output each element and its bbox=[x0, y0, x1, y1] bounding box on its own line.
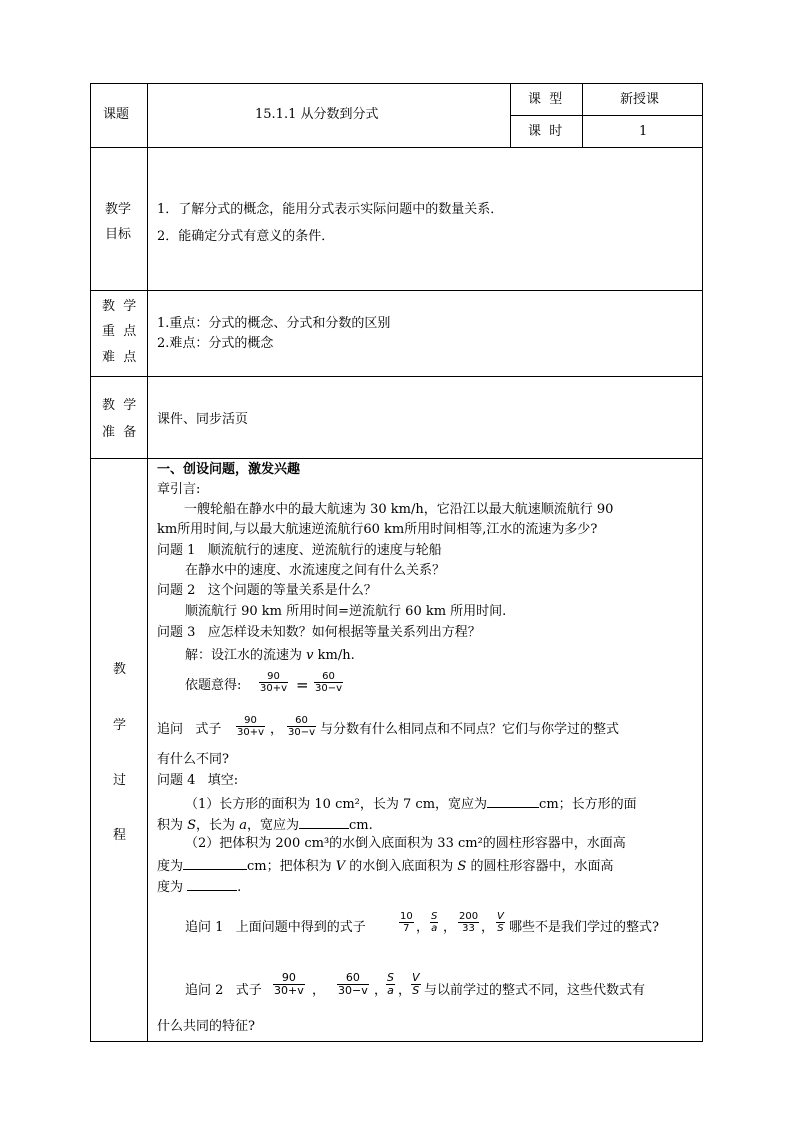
prep-content: 课件、同步活页 bbox=[157, 412, 249, 427]
q4-1-text-e: ，宽应为 bbox=[246, 818, 299, 833]
fraction-denominator: 30+v bbox=[260, 683, 288, 694]
process-label-char-3: 过 bbox=[113, 773, 127, 788]
q4-2-text-c: cm；把体积为 bbox=[247, 859, 336, 874]
keypoints-label-3: 难 点 bbox=[102, 350, 137, 365]
fraction-numerator: V bbox=[412, 971, 420, 984]
table-border-bottom bbox=[90, 1041, 703, 1042]
follow-up-2-fraction-c bbox=[386, 972, 395, 997]
follow-up-1-sep: ， bbox=[416, 920, 430, 935]
fraction-numerator: 90 bbox=[281, 971, 296, 984]
process-label-char-1: 教 bbox=[113, 662, 127, 677]
fraction-numerator: S bbox=[431, 911, 438, 922]
q4-1-text-d: ，长为 bbox=[196, 818, 240, 833]
q4-2-text-d: 的水倒入底面积为 bbox=[345, 859, 458, 874]
goals-label-2: 目标 bbox=[105, 227, 132, 242]
lesson-type-value: 新授课 bbox=[620, 92, 660, 107]
fraction-denominator: 30−v bbox=[338, 984, 368, 997]
follow-up-2-sep: ， bbox=[312, 983, 326, 998]
question-4-part-2-line-3 bbox=[157, 878, 241, 896]
question-4-part-2-line-1: （2）把体积为 200 cm³的水倒入底面积为 33 cm²的圆柱形容器中，水面高 bbox=[185, 836, 626, 851]
q4-1-text-c: 积为 bbox=[157, 818, 188, 833]
follow-up-prefix: 追问 式子 bbox=[157, 722, 222, 737]
table-border-row3 bbox=[90, 376, 703, 377]
follow-up-1-fraction-c bbox=[458, 911, 479, 934]
follow-up-1-sep: ， bbox=[481, 920, 495, 935]
prep-label-2: 准 备 bbox=[102, 425, 137, 440]
table-border-row1 bbox=[90, 147, 703, 148]
fraction-numerator: 60 bbox=[322, 671, 335, 682]
goals-label-1: 教学 bbox=[105, 202, 132, 217]
fraction-numerator: V bbox=[497, 911, 504, 922]
fraction-denominator: 30−v bbox=[288, 727, 316, 738]
table-border-left bbox=[90, 83, 91, 1042]
process-label-char-2: 学 bbox=[113, 718, 127, 733]
table-border-top bbox=[90, 83, 703, 84]
follow-up-line-2: 有什么不同? bbox=[157, 752, 229, 767]
follow-up-2-fraction-a bbox=[273, 972, 305, 997]
prep-label-1: 教 学 bbox=[102, 398, 137, 413]
fraction-denominator: 33 bbox=[458, 922, 479, 934]
follow-up-2-prefix: 追问 2 式子 bbox=[185, 983, 262, 998]
variable-a: a bbox=[239, 818, 247, 833]
fraction-numerator: 90 bbox=[267, 671, 280, 682]
question-2-line-1: 问题 2 这个问题的等量关系是什么？ bbox=[157, 583, 377, 598]
question-4-part-2-line-2 bbox=[157, 857, 613, 875]
fraction-denominator: 30+v bbox=[274, 984, 304, 997]
lesson-hours-value: 1 bbox=[639, 124, 648, 139]
table-border-header-col2 bbox=[582, 83, 583, 147]
variable-v: v bbox=[306, 648, 314, 663]
follow-up-2-fraction-d bbox=[411, 972, 421, 997]
follow-up-2-sep: ， bbox=[374, 983, 388, 998]
table-border-label-col bbox=[147, 83, 148, 1042]
table-border-right bbox=[702, 83, 703, 1042]
follow-up-1-prefix: 追问 1 上面问题中得到的式子 bbox=[185, 920, 366, 935]
lesson-type-label: 课 型 bbox=[528, 92, 563, 107]
keypoints-item-1: 1.重点：分式的概念、分式和分数的区别 bbox=[157, 316, 391, 331]
fraction-denominator: 30−v bbox=[315, 683, 343, 694]
variable-V: V bbox=[335, 859, 346, 874]
fraction-denominator: 7 bbox=[399, 922, 414, 934]
follow-up-2-suffix: 与以前学过的整式不同，这些代数式有 bbox=[424, 983, 646, 998]
intro-label: 章引言: bbox=[157, 482, 201, 497]
equation-fraction-left bbox=[259, 671, 288, 694]
intro-paragraph-line-1: 一艘轮船在静水中的最大航速为 30 km/h，它沿江以最大航速顺流航行 90 bbox=[184, 502, 614, 517]
process-label-char-4: 程 bbox=[113, 828, 127, 843]
q4-1-text-b: cm；长方形的面 bbox=[539, 797, 637, 812]
question-4-title: 问题 4 填空: bbox=[157, 773, 239, 788]
q4-1-text-f: cm. bbox=[348, 818, 373, 833]
fraction-numerator: 60 bbox=[295, 715, 308, 726]
follow-up-fraction-2 bbox=[287, 715, 316, 738]
solution-suffix: km/h. bbox=[313, 648, 355, 663]
answer-blank[interactable] bbox=[187, 878, 237, 891]
question-1-line-1: 问题 1 顺流航行的速度、逆流航行的速度与轮船 bbox=[157, 543, 442, 558]
fraction-numerator: 200 bbox=[459, 911, 479, 922]
topic-title: 15.1.1 从分数到分式 bbox=[255, 107, 379, 122]
answer-blank[interactable] bbox=[487, 795, 539, 808]
fraction-denominator: S bbox=[412, 984, 420, 997]
follow-up-1-suffix: 哪些不是我们学过的整式? bbox=[509, 920, 659, 935]
fraction-denominator: a bbox=[387, 984, 394, 997]
equation-fraction-right bbox=[314, 671, 343, 694]
q4-1-text-a: （1）长方形的面积为 10 cm²，长为 7 cm，宽应为 bbox=[185, 797, 488, 812]
keypoints-item-2: 2.难点：分式的概念 bbox=[157, 336, 274, 351]
question-4-part-1-line-1 bbox=[185, 795, 637, 813]
follow-up-1-fraction-d bbox=[496, 911, 505, 934]
question-3-line-1: 问题 3 应怎样设未知数？如何根据等量关系列出方程？ bbox=[157, 625, 481, 640]
section-title: 一、创设问题，激发兴趣 bbox=[157, 462, 301, 477]
question-2-line-2: 顺流航行 90 km 所用时间=逆流航行 60 km 所用时间. bbox=[185, 604, 507, 619]
follow-up-2-fraction-b bbox=[337, 972, 369, 997]
lesson-hours-label: 课 时 bbox=[528, 124, 563, 139]
follow-up-1-fraction-b bbox=[430, 911, 438, 934]
keypoints-label-1: 教 学 bbox=[102, 299, 137, 314]
question-4-part-1-line-2 bbox=[157, 816, 373, 834]
follow-up-1-sep: ， bbox=[443, 920, 457, 935]
q4-2-text-e: 的圆柱形容器中，水面高 bbox=[466, 859, 614, 874]
question-1-line-2: 在静水中的速度、水流速度之间有什么关系？ bbox=[185, 563, 446, 578]
table-border-row4 bbox=[90, 458, 703, 459]
answer-blank[interactable] bbox=[183, 857, 247, 870]
variable-S: S bbox=[187, 818, 197, 833]
fraction-denominator: 30+v bbox=[237, 727, 265, 738]
keypoints-label-2: 重 点 bbox=[102, 324, 137, 339]
follow-up-suffix: 与分数有什么相同点和不同点？它们与你学过的整式 bbox=[320, 722, 620, 737]
table-border-header-mid bbox=[510, 115, 703, 116]
table-border-header-col1 bbox=[510, 83, 511, 147]
intro-paragraph-line-2: km所用时间,与以最大航速逆流航行60 km所用时间相等,江水的流速为多少? bbox=[157, 522, 598, 537]
fraction-numerator: 60 bbox=[345, 971, 360, 984]
equation-equals: = bbox=[296, 676, 309, 694]
follow-up-2-line-2: 什么共同的特征? bbox=[157, 1019, 255, 1034]
fraction-denominator: a bbox=[431, 923, 438, 934]
topic-label: 课题 bbox=[103, 107, 130, 122]
table-border-row2 bbox=[90, 290, 703, 291]
q4-2-text-f: 度为 bbox=[157, 880, 188, 895]
question-3-line-2 bbox=[185, 648, 355, 664]
fraction-numerator: 10 bbox=[400, 911, 413, 922]
follow-up-fraction-1 bbox=[236, 715, 265, 738]
fraction-numerator: 90 bbox=[244, 715, 257, 726]
goals-item-1: 1．了解分式的概念，能用分式表示实际问题中的数量关系． bbox=[157, 202, 504, 217]
equation-prefix: 依题意得: bbox=[185, 678, 242, 693]
q4-2-text-b: 度为 bbox=[157, 859, 184, 874]
solution-prefix: 解：设江水的流速为 bbox=[185, 648, 307, 663]
follow-up-1-fraction-a bbox=[399, 911, 414, 934]
goals-item-2: 2．能确定分式有意义的条件． bbox=[157, 229, 335, 244]
fraction-numerator: S bbox=[387, 971, 394, 984]
follow-up-comma: ， bbox=[270, 722, 284, 737]
answer-blank[interactable] bbox=[299, 816, 349, 829]
q4-2-text-g: . bbox=[237, 880, 242, 895]
follow-up-2-sep: ， bbox=[398, 983, 412, 998]
variable-S: S bbox=[457, 859, 467, 874]
fraction-denominator: S bbox=[497, 923, 504, 934]
